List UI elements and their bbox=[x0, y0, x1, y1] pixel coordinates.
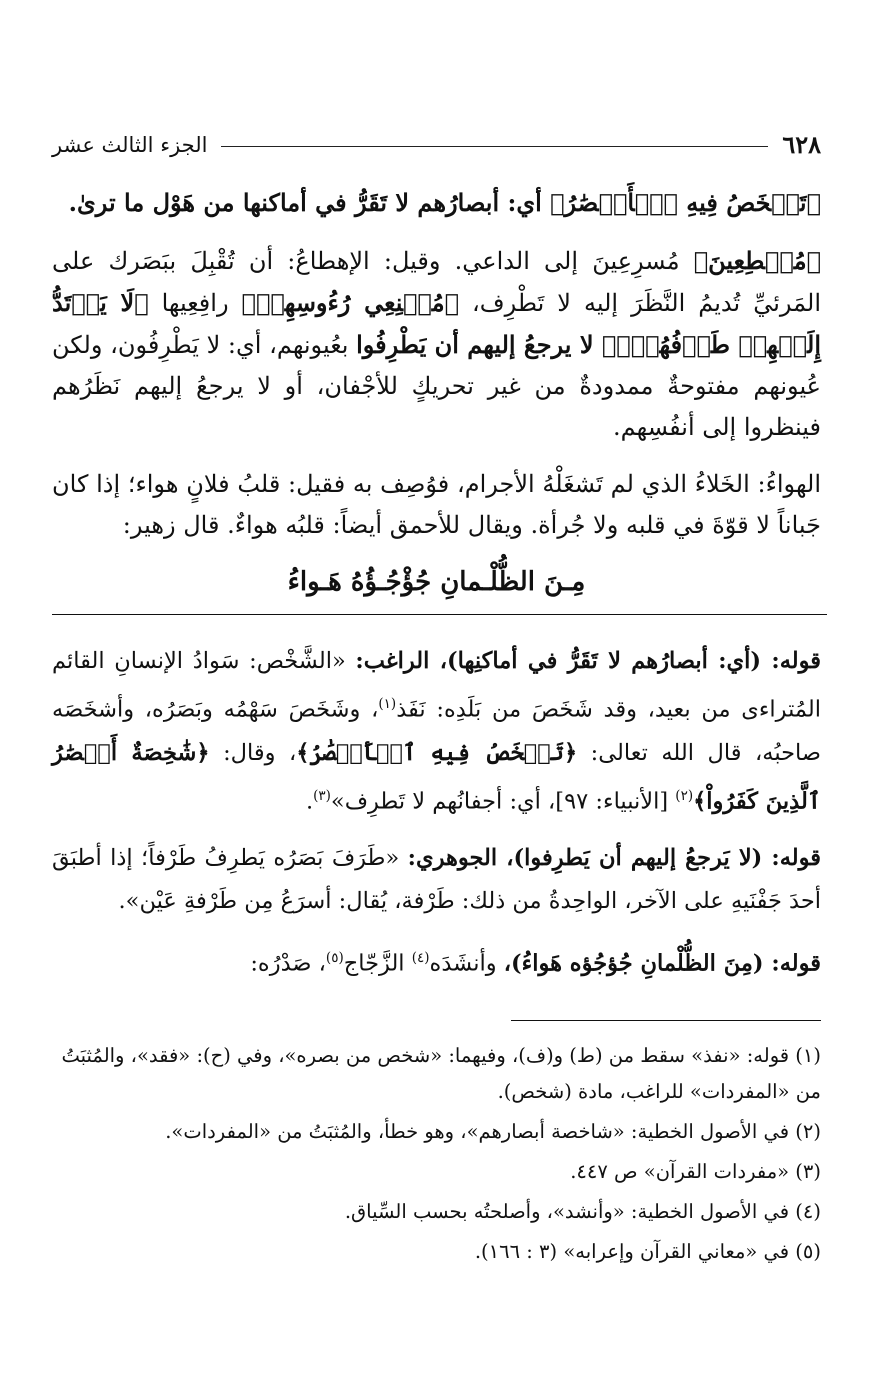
commentary-text: [الأنبياء: ٩٧]، أي: أجفانُهم لا تَطرِف» bbox=[330, 788, 676, 814]
page-header bbox=[52, 130, 821, 159]
footnote: (٣) «مفردات القرآن» ص ٤٤٧. bbox=[570, 1160, 821, 1183]
commentary-paragraph bbox=[52, 837, 821, 923]
commentary-text: ، وشَخَصَ سَهْمُه وبَصَرُه، وأشخَصَه صاحبُه، قال الله تعالى: bbox=[52, 696, 821, 766]
quran-quote: ﴿لَا يَرۡتَدُّ إِلَيۡهِمۡ طَرۡفُهُمۡۖ﴾ bbox=[52, 288, 821, 359]
quran-quote: ﴿تَشۡخَصُ فِيهِ ٱلۡأَبۡصَٰرُ﴾ bbox=[550, 188, 821, 217]
commentary-text: . bbox=[305, 788, 314, 814]
footnotes bbox=[52, 1038, 821, 1274]
commentary-text: «الشَّخْص: سَوادُ الإنسانِ القائم المُتراءى من بعيد، وقد شَخَصَ من بَلَدِه: نَفَذ bbox=[52, 648, 821, 723]
commentary-text: ، صَدْرُه: bbox=[250, 950, 326, 977]
commentary-label: قوله: (أي: أبصارُهم لا تَقَرُّ في أماكنِها)، الراغب: bbox=[355, 648, 821, 674]
paragraph-text: رافِعِيها bbox=[148, 289, 242, 317]
paragraph-text: أي: أبصارُهم لا تَقَرُّ في أماكنها من هَوْل ما ترىٰ. bbox=[68, 188, 551, 217]
footnote: (٤) في الأصول الخطية: «وأنشد»، وأصلحتُه بحسب السِّياق. bbox=[344, 1200, 821, 1223]
commentary-label: قوله: (لا يَرجعُ إليهم أن يَطرِفوا)، الجوهري: bbox=[407, 845, 821, 871]
page-number: ٦٢٨ bbox=[782, 130, 821, 159]
footnote-ref[interactable]: (٢) bbox=[675, 787, 694, 804]
main-text bbox=[52, 182, 821, 618]
commentary-text: الزَّجّاج bbox=[343, 950, 412, 977]
header-rule bbox=[221, 146, 768, 147]
commentary-text: ، وقال: bbox=[209, 739, 297, 766]
commentary-label: قوله: (مِنَ الظُّلْمانِ جُؤجُؤه هَواءُ)، bbox=[503, 950, 821, 977]
footnote: (٥) في «معاني القرآن وإعرابه» (٣ : ١٦٦). bbox=[474, 1240, 821, 1263]
quran-quote: ﴿تَشۡخَصُ فِيهِ ٱلۡأَبۡصَٰرُ﴾ bbox=[296, 739, 578, 766]
paragraph bbox=[52, 182, 821, 224]
paragraph-text: مُسرِعِينَ إلى الداعي. وقيل: الإهطاعُ: أن تُقْبِلَ ببَصَرك على المَرئيِّ تُديمُ النَّظَرَ إليه لا تَطْرِف، bbox=[52, 247, 821, 317]
paragraph-text: لا يرجعُ إليهم أن يَطْرِفُوا bbox=[356, 330, 602, 359]
footnote-ref[interactable]: (١) bbox=[378, 696, 397, 712]
commentary-paragraph bbox=[52, 640, 821, 823]
section-divider bbox=[52, 614, 827, 615]
paragraph bbox=[52, 240, 821, 448]
footnote: (٢) في الأصول الخطية: «شاخصة أبصارهم»، وهو خطأ، والمُثبَتُ من «المفردات». bbox=[165, 1120, 821, 1143]
footnote-ref[interactable]: (٤) bbox=[411, 950, 430, 966]
part-title: الجزء الثالث عشر bbox=[52, 132, 208, 157]
paragraph-text: بعُيونهم، أي: لا يَطْرِفُون، ولكن عُيونهم مفتوحةٌ ممدودةٌ من غير تحريكٍ للأجْفان، أو لا يرجعُ إليهم نَظَرُهم فينظروا إلى أنفُسِهم. bbox=[52, 331, 822, 441]
commentary-text: «طَرَفَ بَصَرُه يَطرِفُ طَرْفاً؛ إذا أطبَقَ أحدَ جَفْنَيهِ على الآخر، الواحِدةُ من ذلك: طَرْفة، يُقال: أسرَعُ مِن طَرْفةِ عَيْن». bbox=[52, 845, 821, 914]
quran-quote: ﴿شَٰخِصَةٌ أَبۡصَٰرُ ٱلَّذِينَ كَفَرُواْ﴾ bbox=[52, 739, 821, 814]
commentary-text: وأنشَدَه bbox=[429, 950, 504, 977]
commentary bbox=[52, 640, 821, 1000]
footnote-ref[interactable]: (٥) bbox=[325, 950, 344, 966]
quran-quote: ﴿مُقۡنِعِي رُءُوسِهِمۡ﴾ bbox=[241, 288, 460, 317]
paragraph: الهواءُ: الخَلاءُ الذي لم تَشغَلْهُ الأجرام، فوُصِف به فقيل: قلبُ فلانٍ هواء؛ إذا كان جَباناً لا قوّةَ في قلبه ولا جُرأة. ويقال للأحمق أيضاً: قلبُه هواءٌ. قال زهير: bbox=[52, 470, 821, 539]
poetry-verse: مِـنَ الظُّلْـمانِ جُؤْجُـؤُهُ هَـواءُ bbox=[287, 567, 586, 597]
footnote-divider bbox=[511, 1020, 821, 1021]
quran-quote: ﴿مُهۡطِعِينَ﴾ bbox=[693, 246, 821, 275]
commentary-paragraph bbox=[52, 937, 821, 986]
footnote: (١) قوله: «نفذ» سقط من (ط) و(ف)، وفيهما: «شخص من بصره»، وفي (ح): «فقد»، والمُثبَتُ من «المفردات» للراغب، مادة (شخص). bbox=[61, 1044, 821, 1103]
footnote-ref[interactable]: (٣) bbox=[313, 787, 331, 804]
